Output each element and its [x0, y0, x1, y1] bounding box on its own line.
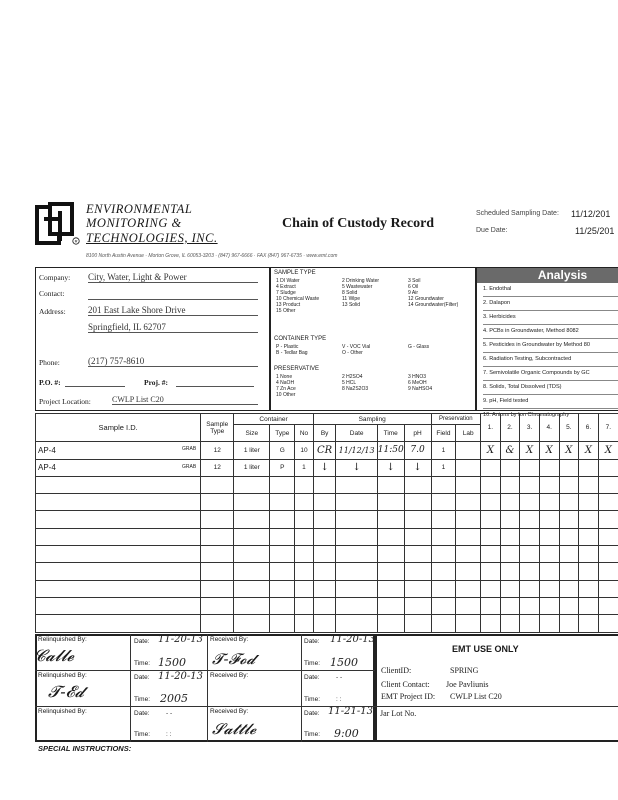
analysis-item: 4. PCBs in Groundwater, Method 8082 [483, 325, 618, 339]
header-preservation: Preservation [431, 414, 481, 425]
date-label: Date: [304, 710, 320, 717]
company-name-line3: TECHNOLOGIES, INC. [86, 231, 218, 245]
proj-label: Proj. #: [144, 378, 169, 387]
received-date-2[interactable]: - - [336, 674, 343, 681]
company-name-line1: ENVIRONMENTAL [86, 202, 193, 216]
address-label: Address: [39, 307, 66, 316]
po-label: P.O. #: [39, 378, 61, 387]
container-type-item: O - Other [342, 350, 363, 356]
analysis-item: 2. Dalapon [483, 297, 618, 311]
row-time: 11:50 [377, 442, 404, 459]
container-type-item: G - Glass [408, 344, 430, 350]
sample-type-item: 1 DI Water [276, 278, 300, 284]
company-address: 8100 North Austin Avenue · Morton Grove, IL 60053-3203 · (847) 967-6666 · FAX (847) 967-6735 · www.emt.com [86, 253, 338, 259]
time-label: Time: [304, 696, 321, 703]
empty-rows [36, 476, 618, 632]
emt-use-title: EMT USE ONLY [452, 644, 519, 654]
client-id-value: SPRING [450, 666, 479, 675]
table-row[interactable] [36, 459, 618, 476]
sample-type-item: 5 Wastewater [342, 284, 373, 290]
row-grab: GRAB [182, 446, 197, 453]
received-time-2[interactable]: : : [336, 696, 342, 703]
analysis-item: 3. Herbicides [483, 311, 618, 325]
preservative-item: 7 Zn Ace [276, 386, 296, 392]
sample-type-list [276, 278, 472, 314]
header-no: No [295, 425, 314, 442]
table-row[interactable] [36, 580, 618, 597]
date-label: Date: [134, 674, 150, 681]
row-ph: ↓ [404, 459, 431, 476]
analysis-item: 6. Radiation Testing, Subcontracted [483, 353, 618, 367]
row-mark [500, 459, 520, 476]
company-field[interactable]: City, Water, Light & Power [88, 272, 258, 283]
due-date-value: 11/25/201 [575, 226, 615, 236]
table-row[interactable] [36, 563, 618, 580]
relinquished-date-3[interactable]: - - [166, 710, 173, 717]
sample-type-item: 14 Groundwater(Filter) [408, 302, 459, 308]
preservative-item: 4 NaOH [276, 380, 295, 386]
preservative-item: 5 HCL [342, 380, 357, 386]
preservative-list [276, 374, 472, 398]
sample-type-item: 12 Groundwater [408, 296, 444, 302]
sample-type-item: 2 Drinking Water [342, 278, 380, 284]
relinquished-time-3[interactable]: : : [166, 731, 172, 738]
sample-type-item: 13 Product [276, 302, 301, 308]
row-time: ↓ [377, 459, 404, 476]
row-mark [481, 459, 501, 476]
container-type-list [276, 344, 472, 356]
analysis-title: Analysis [477, 268, 618, 283]
contact-label: Contact: [39, 289, 65, 298]
row-mark [598, 459, 618, 476]
table-row[interactable] [36, 442, 618, 459]
sample-type-item: 8 Solid [342, 290, 358, 296]
relinquished-date-2[interactable]: 11-20-13 [158, 671, 203, 682]
time-label: Time: [134, 660, 151, 667]
analysis-col-5: 5. [559, 414, 579, 442]
analysis-item: 8. Solids, Total Dissolved (TDS) [483, 381, 618, 395]
row-mark [559, 459, 579, 476]
client-contact-label: Client Contact: [381, 680, 430, 689]
header-sampling: Sampling [313, 414, 431, 425]
contact-field[interactable] [88, 289, 258, 300]
row-mark: X [579, 442, 599, 459]
row-date: 11/12/13 [336, 442, 377, 459]
row-mark: X [559, 442, 579, 459]
special-instructions-label: SPECIAL INSTRUCTIONS: [38, 744, 132, 753]
analysis-item: 7. Semivolatile Organic Compounds by GC [483, 367, 618, 381]
header-sample-id: Sample I.D. [36, 414, 201, 442]
received-time-3[interactable]: 9:00 [334, 727, 359, 740]
analysis-panel [476, 267, 618, 418]
sample-type-item: 6 Oil [408, 284, 419, 290]
svg-text:R: R [74, 238, 78, 244]
header-sample-type: Sample Type [201, 414, 234, 442]
row-mark: X [520, 442, 540, 459]
client-id-label: ClientID: [381, 666, 412, 675]
sample-type-item: 15 Other [276, 308, 296, 314]
row-sample-type: 12 [201, 459, 234, 476]
date-label: Date: [304, 638, 320, 645]
row-mark [520, 459, 540, 476]
sample-type-item: 4 Extract [276, 284, 296, 290]
row-grab: GRAB [182, 463, 197, 470]
table-row[interactable] [36, 597, 618, 614]
row-by: ↓ [313, 459, 336, 476]
date-label: Date: [134, 710, 150, 717]
time-label: Time: [134, 696, 151, 703]
row-lab [456, 459, 481, 476]
container-type-title: CONTAINER TYPE [274, 336, 327, 342]
jar-lot-label: Jar Lot No. [380, 709, 417, 718]
row-container-type: G [270, 442, 295, 459]
scheduled-date-label: Scheduled Sampling Date: [476, 210, 559, 217]
location-field[interactable]: CWLP List C20 [112, 395, 258, 405]
analysis-col-6: 6. [579, 414, 599, 442]
row-sample-id: AP-4 [38, 445, 56, 455]
row-mark [539, 459, 559, 476]
relinquished-time-2[interactable]: 2005 [160, 692, 188, 705]
company-label: Company: [39, 273, 71, 282]
container-type-item: V - VOC Vial [342, 344, 371, 350]
location-label: Project Location: [39, 397, 91, 406]
relinquished-label-2: Relinquished By: [38, 672, 87, 679]
received-label-2: Received By: [210, 672, 249, 679]
preservative-title: PRESERVATIVE [274, 366, 320, 372]
date-label: Date: [304, 674, 320, 681]
row-mark [579, 459, 599, 476]
preservative-item: 10 Other [276, 392, 296, 398]
received-signature-1[interactable]: 𝓣-𝓕𝓸𝓭 [212, 650, 256, 668]
relinquished-time-1[interactable]: 1500 [158, 656, 186, 669]
row-mark: X [481, 442, 501, 459]
received-date-1[interactable]: 11-20-13 [330, 634, 375, 645]
row-mark: X [598, 442, 618, 459]
header-lab: Lab [456, 425, 481, 442]
company-name-line2: MONITORING & [86, 216, 182, 230]
row-mark: & [500, 442, 520, 459]
row-container-type: P [270, 459, 295, 476]
analysis-col-4: 4. [539, 414, 559, 442]
analysis-item: 1. Endothal [483, 283, 618, 297]
preservative-item: 3 HNO3 [408, 374, 427, 380]
header-ph: pH [404, 425, 431, 442]
row-no: 1 [295, 459, 314, 476]
project-id-value: CWLP List C20 [450, 692, 502, 701]
header-type: Type [270, 425, 295, 442]
table-row[interactable] [36, 615, 618, 632]
header-size: Size [234, 425, 270, 442]
received-label-1: Received By: [210, 636, 249, 643]
header-date: Date [336, 425, 377, 442]
sample-type-item: 13 Solid [342, 302, 361, 308]
table-row[interactable] [36, 494, 618, 511]
header-by: By [313, 425, 336, 442]
preservative-item: 9 NaHSO4 [408, 386, 433, 392]
header-time: Time [377, 425, 404, 442]
time-label: Time: [134, 731, 151, 738]
analysis-col-1: 1. [481, 414, 501, 442]
project-id-label: EMT Project ID: [381, 692, 436, 701]
row-sample-type: 12 [201, 442, 234, 459]
header-container: Container [234, 414, 314, 425]
received-signature-3[interactable]: 𝓢𝓪𝓽𝓽𝓵𝓮 [212, 720, 257, 738]
row-lab [456, 442, 481, 459]
analysis-item: 9. pH, Field tested [483, 395, 618, 409]
table-row[interactable] [36, 511, 618, 528]
custody-section [35, 634, 375, 742]
emt-logo-icon [36, 203, 82, 247]
time-label: Time: [304, 660, 321, 667]
sample-type-item: 10 Chemical Waste [276, 296, 320, 302]
row-by: CR [313, 442, 336, 459]
row-size: 1 liter [234, 459, 270, 476]
preservative-item: 6 MeOH [408, 380, 427, 386]
time-label: Time: [304, 731, 321, 738]
page-title: Chain of Custody Record [282, 216, 435, 231]
container-type-item: P - Plastic [276, 344, 299, 350]
sample-type-title: SAMPLE TYPE [274, 270, 316, 276]
relinquished-label-3: Relinquished By: [38, 708, 87, 715]
client-contact-value: Joe Pavliunis [446, 680, 489, 689]
analysis-col-3: 3. [520, 414, 540, 442]
date-label: Date: [134, 638, 150, 645]
phone-field[interactable]: (217) 757-8610 [88, 356, 258, 367]
relinquished-label-1: Relinquished By: [38, 636, 87, 643]
table-row[interactable] [36, 476, 618, 493]
proj-field[interactable] [176, 386, 254, 387]
relinquished-signature-2[interactable]: 𝓣-𝓔𝓭 [48, 682, 85, 701]
row-date: ↓ [336, 459, 377, 476]
row-mark: X [539, 442, 559, 459]
sample-type-item: 7 Sludge [276, 290, 296, 296]
row-sample-id: AP-4 [38, 463, 56, 473]
preservative-item: 2 H2SO4 [342, 374, 363, 380]
table-row[interactable] [36, 546, 618, 563]
sample-type-item: 11 Wipe [342, 296, 360, 302]
container-type-item: B - Tedlar Bag [276, 350, 308, 356]
phone-label: Phone: [39, 358, 60, 367]
row-ph: 7.0 [404, 442, 431, 459]
relinquished-date-1[interactable]: 11-20-13 [158, 634, 203, 645]
po-field[interactable] [65, 386, 125, 387]
sample-type-item: 9 Air [408, 290, 419, 296]
sample-type-item: 3 Soil [408, 278, 421, 284]
row-size: 1 liter [234, 442, 270, 459]
due-date-label: Due Date: [476, 227, 508, 234]
preservative-item: 1 None [276, 374, 293, 380]
table-row[interactable] [36, 528, 618, 545]
company-logo [36, 203, 82, 247]
row-field: 1 [431, 442, 456, 459]
preservative-item: 8 Na2S2O3 [342, 386, 369, 392]
row-field: 1 [431, 459, 456, 476]
analysis-item: 5. Pesticides in Groundwater by Method 80 [483, 339, 618, 353]
received-time-1[interactable]: 1500 [330, 656, 358, 669]
analysis-col-2: 2. [500, 414, 520, 442]
row-no: 10 [295, 442, 314, 459]
address-line1-field[interactable]: 201 East Lake Shore Drive [88, 305, 258, 316]
relinquished-signature-1[interactable]: 𝓒𝓪𝓵𝓵𝓮 [34, 646, 74, 665]
scheduled-date-value: 11/12/201 [571, 209, 611, 219]
received-label-3: Received By: [210, 708, 249, 715]
address-line2-field[interactable]: Springfield, IL 62707 [88, 322, 258, 333]
analysis-item: 10. Anions by Ion Chromatography [483, 412, 570, 418]
sample-table [35, 413, 618, 633]
analysis-col-7: 7. [598, 414, 618, 442]
header-field: Field [431, 425, 456, 442]
received-date-3[interactable]: 11-21-13 [328, 706, 373, 717]
